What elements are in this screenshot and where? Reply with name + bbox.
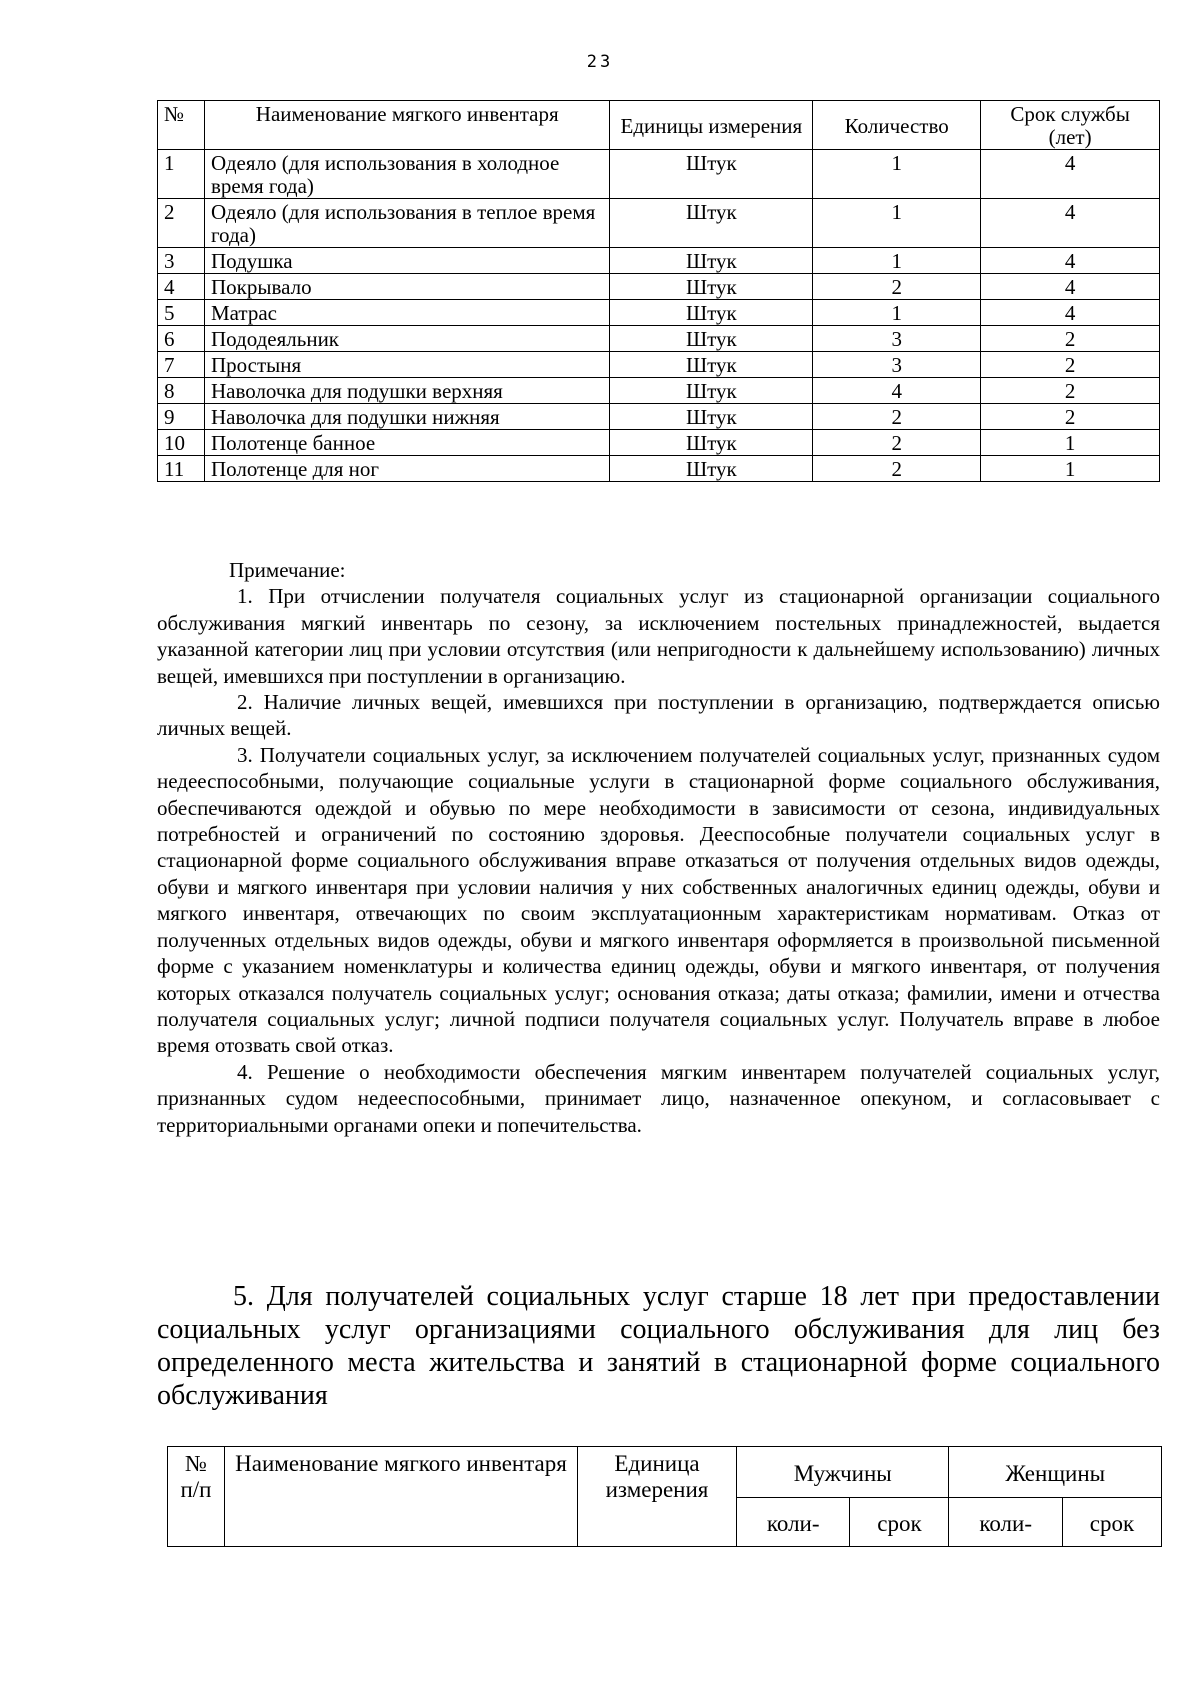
cell-name: Одеяло (для использования в холодное время года)	[204, 150, 609, 199]
cell-name: Простыня	[204, 352, 609, 378]
cell-name: Полотенце банное	[204, 430, 609, 456]
soft-inventory-table	[157, 100, 1160, 482]
table-row	[158, 248, 1160, 274]
cell-unit: Штук	[610, 199, 813, 248]
notes-section	[157, 557, 1160, 1138]
cell-unit: Штук	[610, 430, 813, 456]
table-row	[158, 430, 1160, 456]
table-row	[158, 352, 1160, 378]
cell-unit: Штук	[610, 326, 813, 352]
cell-service-life: 2	[981, 352, 1160, 378]
table-row	[158, 326, 1160, 352]
cell-unit: Штук	[610, 352, 813, 378]
header-service-life: Срок службы (лет)	[981, 101, 1160, 150]
table-row	[158, 404, 1160, 430]
cell-name: Наволочка для подушки верхняя	[204, 378, 609, 404]
cell-unit: Штук	[610, 300, 813, 326]
cell-service-life: 4	[981, 300, 1160, 326]
cell-service-life: 2	[981, 326, 1160, 352]
cell-num: 10	[158, 430, 205, 456]
table-row	[158, 378, 1160, 404]
cell-name: Покрывало	[204, 274, 609, 300]
cell-service-life: 4	[981, 274, 1160, 300]
cell-quantity: 2	[813, 404, 981, 430]
cell-quantity: 2	[813, 274, 981, 300]
table-header-row	[158, 101, 1160, 150]
table-body	[158, 150, 1160, 482]
notes-title: Примечание:	[229, 558, 346, 582]
cell-num: 8	[158, 378, 205, 404]
cell-quantity: 2	[813, 456, 981, 482]
cell-num: 4	[158, 274, 205, 300]
cell-unit: Штук	[610, 248, 813, 274]
table-row	[158, 274, 1160, 300]
cell-quantity: 1	[813, 248, 981, 274]
cell-unit: Штук	[610, 378, 813, 404]
soft-inventory-table-2	[167, 1446, 1162, 1547]
cell-quantity: 2	[813, 430, 981, 456]
cell-service-life: 4	[981, 248, 1160, 274]
cell-num: 11	[158, 456, 205, 482]
cell-quantity: 1	[813, 199, 981, 248]
cell-service-life: 1	[981, 456, 1160, 482]
cell-name: Матрас	[204, 300, 609, 326]
cell-name: Полотенце для ног	[204, 456, 609, 482]
cell-num: 3	[158, 248, 205, 274]
note-item-3: 3. Получатели социальных услуг, за исключением получателей социальных услуг, признанных судом недееспособными, получающие социальные услуги в стационарной форме социального обслуживания, обеспечиваются одеждой и обувью по мере необходимости в зависимости от сезона, индивидуальных потребностей и ограничений по состоянию здоровья. Дееспособные получатели социальных услуг в стационарной форме социального обслуживания вправе отказаться от получения отдельных видов одежды, обуви и мягкого инвентаря при условии наличия у них собственных аналогичных единиц одежды, обуви и мягкого инвентаря, отвечающих по своим эксплуатационным характеристикам нормативам. Отказ от полученных отдельных видов одежды, обуви и мягкого инвентаря оформляется в произвольной письменной форме с указанием номенклатуры и количества единиц одежды, обуви и мягкого инвентаря, от получения которых отказался получатель социальных услуг; основания отказа; даты отказа; фамилии, имени и отчества получателя социальных услуг; личной подписи получателя социальных услуг. Получатель вправе в любое время отозвать свой отказ.	[157, 742, 1160, 1058]
cell-service-life: 1	[981, 430, 1160, 456]
table-row	[158, 300, 1160, 326]
cell-num: 1	[158, 150, 205, 199]
cell-quantity: 4	[813, 378, 981, 404]
t2-header-name: Наименование мягкого инвентаря	[225, 1447, 578, 1547]
section-5-heading: 5. Для получателей социальных услуг старше 18 лет при предоставлении социальных услуг организациями социального обслуживания для лиц без определенного места жительства и занятий в стационарной форме социального обслуживания	[157, 1281, 1160, 1411]
cell-name: Одеяло (для использования в теплое время года)	[204, 199, 609, 248]
t2-header-women: Женщины	[949, 1447, 1162, 1498]
cell-quantity: 3	[813, 326, 981, 352]
cell-name: Подушка	[204, 248, 609, 274]
note-item-2: 2. Наличие личных вещей, имевшихся при поступлении в организацию, подтверждается описью личных вещей.	[157, 690, 1160, 741]
cell-quantity: 3	[813, 352, 981, 378]
table-row	[158, 199, 1160, 248]
page-number: 23	[586, 52, 614, 72]
t2-header-women-life: срок	[1062, 1498, 1161, 1547]
header-name: Наименование мягкого инвентаря	[204, 101, 609, 150]
table-row	[158, 456, 1160, 482]
cell-service-life: 4	[981, 199, 1160, 248]
cell-num: 9	[158, 404, 205, 430]
cell-name: Наволочка для подушки нижняя	[204, 404, 609, 430]
cell-service-life: 2	[981, 378, 1160, 404]
cell-unit: Штук	[610, 404, 813, 430]
header-quantity: Количество	[813, 101, 981, 150]
cell-unit: Штук	[610, 274, 813, 300]
t2-header-men-qty: коли-	[737, 1498, 850, 1547]
cell-quantity: 1	[813, 150, 981, 199]
t2-header-num: № п/п	[168, 1447, 225, 1547]
t2-header-women-qty: коли-	[949, 1498, 1062, 1547]
cell-service-life: 4	[981, 150, 1160, 199]
cell-num: 2	[158, 199, 205, 248]
t2-header-men: Мужчины	[737, 1447, 949, 1498]
cell-name: Пододеяльник	[204, 326, 609, 352]
header-num: №	[158, 101, 205, 150]
cell-num: 5	[158, 300, 205, 326]
note-item-1: 1. При отчислении получателя социальных услуг из стационарной организации социального обслуживания мягкий инвентарь по сезону, за исключением постельных принадлежностей, выдается указанной категории лиц при условии отсутствия (или непригодности к дальнейшему использованию) личных вещей, имевшихся при поступлении в организацию.	[157, 584, 1160, 688]
t2-header-men-life: срок	[850, 1498, 949, 1547]
t2-header-unit: Единица измерения	[578, 1447, 737, 1547]
cell-unit: Штук	[610, 150, 813, 199]
note-item-4: 4. Решение о необходимости обеспечения мягким инвентарем получателей социальных услуг, признанных судом недееспособными, принимает лицо, назначенное опекуном, и согласовывает с территориальными органами опеки и попечительства.	[157, 1059, 1160, 1137]
cell-quantity: 1	[813, 300, 981, 326]
cell-num: 6	[158, 326, 205, 352]
cell-service-life: 2	[981, 404, 1160, 430]
header-unit: Единицы измерения	[610, 101, 813, 150]
table-row	[158, 150, 1160, 199]
cell-unit: Штук	[610, 456, 813, 482]
cell-num: 7	[158, 352, 205, 378]
table2-header-row	[168, 1447, 1162, 1498]
